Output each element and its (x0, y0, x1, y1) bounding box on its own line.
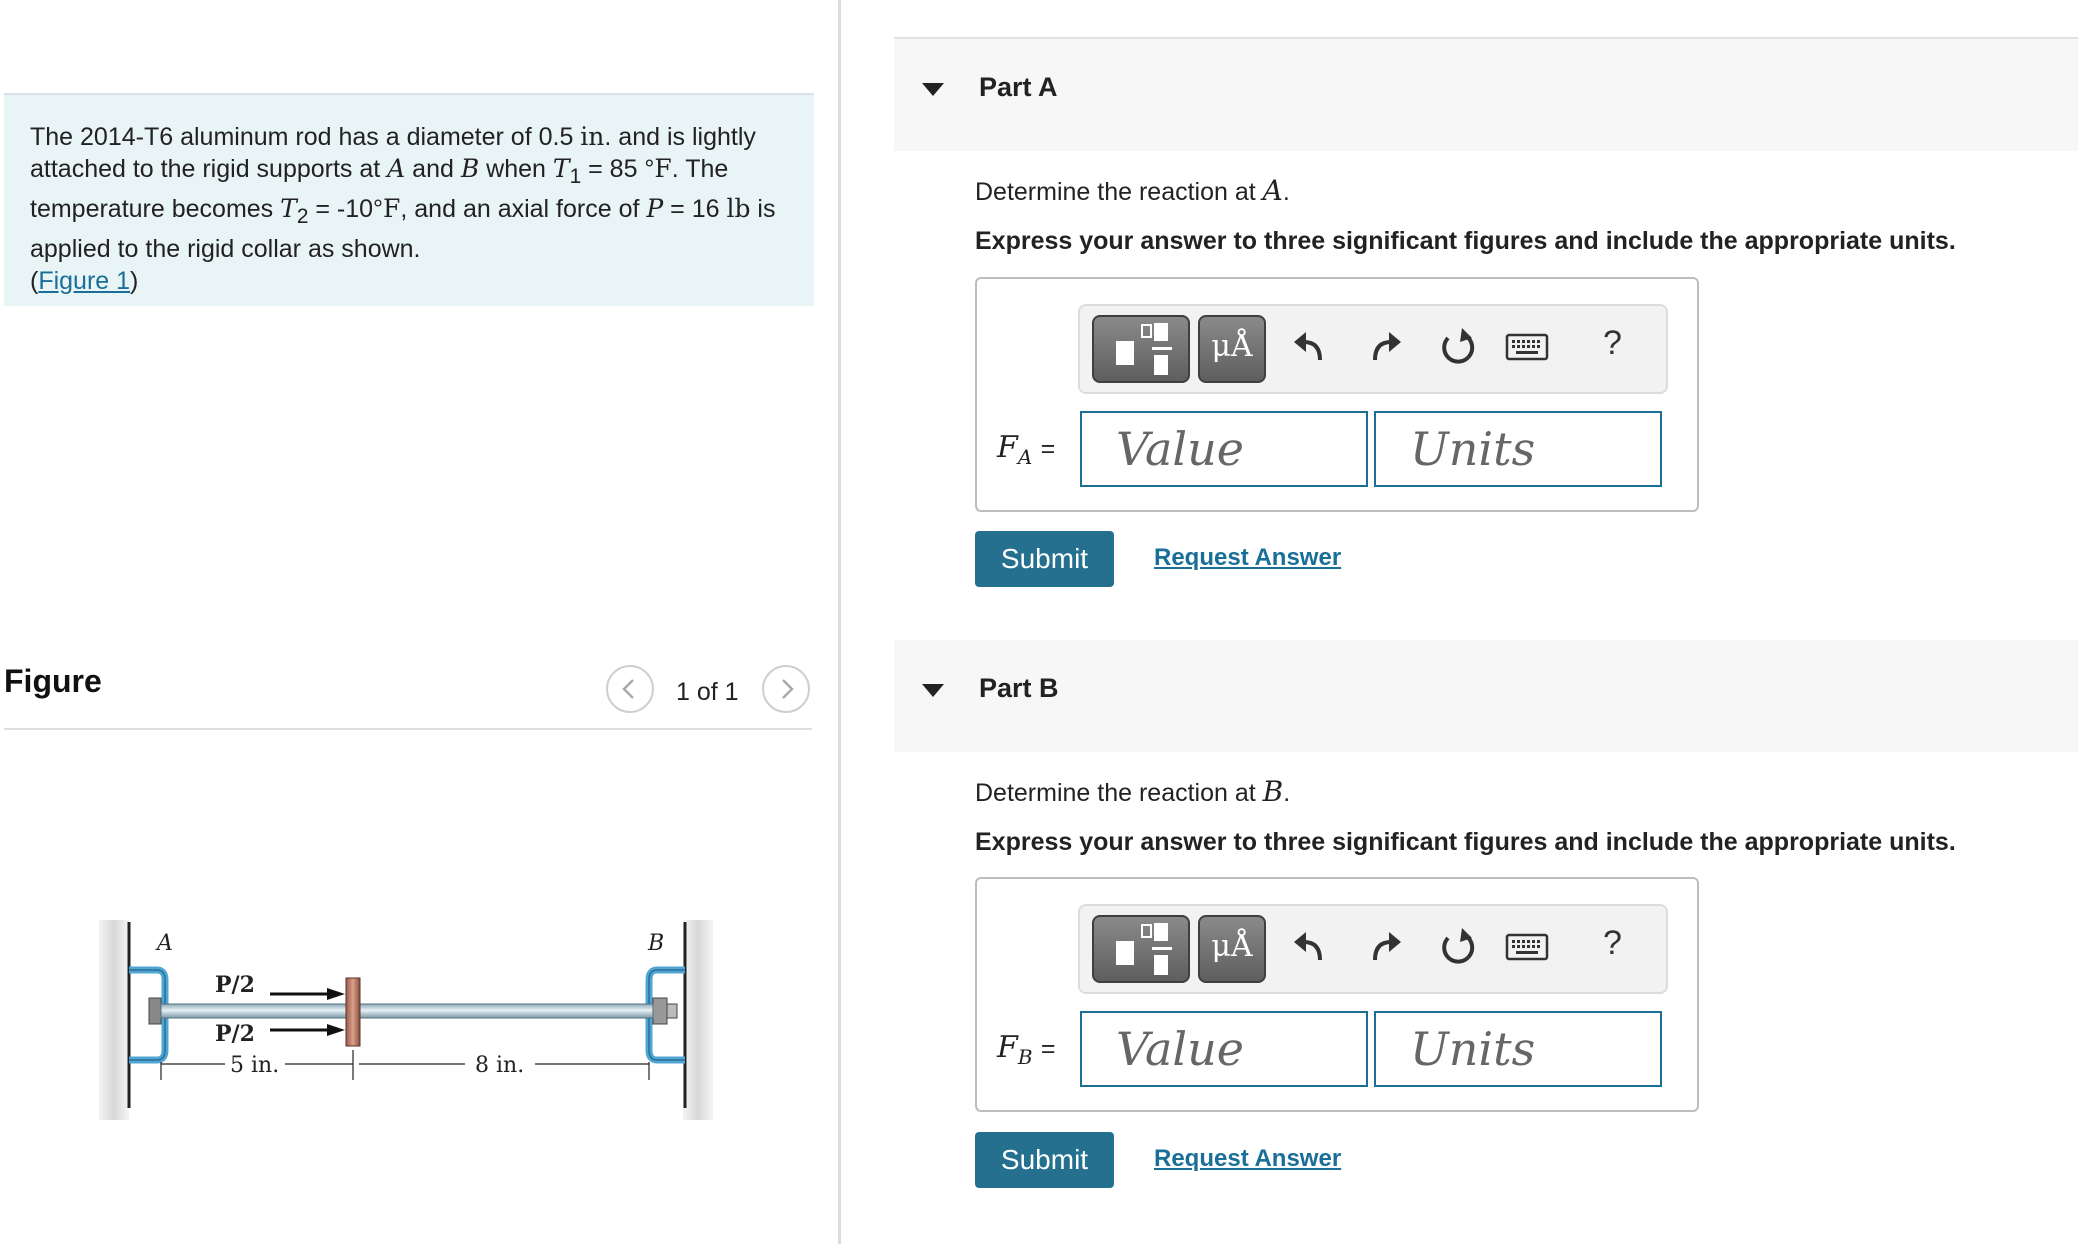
keyboard-icon[interactable] (1505, 332, 1549, 362)
redo-icon[interactable] (1365, 326, 1405, 370)
part-a-value-input[interactable]: Value (1080, 411, 1368, 487)
part-a-request-answer-link[interactable]: Request Answer (1154, 544, 1342, 571)
figure-link[interactable]: Figure 1 (38, 267, 131, 295)
undo-icon[interactable] (1290, 326, 1330, 370)
collapse-icon[interactable] (922, 684, 944, 697)
chevron-right-icon (764, 667, 808, 711)
part-b-submit-button[interactable]: Submit (975, 1132, 1114, 1188)
collapse-icon[interactable] (922, 83, 944, 96)
left-wall (99, 920, 129, 1120)
rod (161, 1004, 653, 1018)
right-wall (683, 920, 713, 1120)
column-divider (838, 0, 841, 1244)
keyboard-icon[interactable] (1505, 932, 1549, 962)
units-button[interactable]: μÅ (1198, 915, 1266, 983)
part-b-instruction: Express your answer to three significant figures and include the appropriate units. (975, 828, 1956, 856)
help-button[interactable]: ? (1603, 924, 1622, 962)
figure-next-button[interactable] (762, 665, 810, 713)
figure-count: 1 of 1 (676, 678, 739, 706)
help-button[interactable]: ? (1603, 324, 1622, 362)
part-b-title: Part B (979, 673, 1059, 703)
chevron-left-icon (608, 667, 652, 711)
part-a-submit-button[interactable]: Submit (975, 531, 1114, 587)
units-button[interactable]: μÅ (1198, 315, 1266, 383)
undo-icon[interactable] (1290, 926, 1330, 970)
part-b-request-answer-link[interactable]: Request Answer (1154, 1145, 1342, 1172)
math-toolbar (1078, 904, 1668, 994)
part-a-variable-label: $F_A$ = (997, 430, 1056, 469)
problem-statement: The 2014-T6 aluminum rod has a diameter of 0.5 in. and is lightly attached to the rigid supports at A and B when $T_1 = 85$ °F. The temperature becomes $T_2 = -10^\circ F$, and an axial force of P = 16 lb is applied to the rigid collar as shown. (Figure 1) (4, 93, 814, 306)
part-a-answer-box (975, 277, 1699, 512)
part-a-header[interactable] (894, 39, 2078, 151)
dim-left: 5 in. (230, 1053, 280, 1078)
template-button[interactable] (1092, 315, 1190, 383)
part-b-units-input[interactable]: Units (1374, 1011, 1662, 1087)
redo-icon[interactable] (1365, 926, 1405, 970)
dim-right: 8 in. (475, 1053, 525, 1078)
part-b-value-input[interactable]: Value (1080, 1011, 1368, 1087)
part-b-variable-label: $F_B$ = (997, 1030, 1056, 1069)
figure-prev-button[interactable] (606, 665, 654, 713)
fraction-template-icon (1094, 317, 1188, 381)
fraction-template-icon (1094, 917, 1188, 981)
collar (346, 978, 360, 1046)
label-B: B (648, 931, 665, 956)
figure-divider (4, 728, 812, 730)
part-a-title: Part A (979, 72, 1058, 102)
problem-text: The 2014-T6 aluminum rod has a diameter of 0.5 in. and is lightly attached to the rigid supports at A and B when $T_1 = 85$ °F. The temperature becomes $T_2 = -10^\circ F$, and an axial force of P = 16 lb is applied to the rigid collar as shown. (30, 122, 776, 263)
part-a-units-input[interactable]: Units (1374, 411, 1662, 487)
figure-title: Figure (4, 663, 102, 699)
reset-icon[interactable] (1436, 326, 1480, 370)
part-b-answer-box (975, 877, 1699, 1112)
rod-figure (95, 910, 735, 1140)
part-a-instruction: Express your answer to three significant figures and include the appropriate units. (975, 227, 1956, 255)
part-b-question: Determine the reaction at B. (975, 775, 1291, 808)
math-toolbar (1078, 304, 1668, 394)
reset-icon[interactable] (1436, 926, 1480, 970)
template-button[interactable] (1092, 915, 1190, 983)
part-b-header[interactable] (894, 640, 2078, 752)
label-p-bottom: P/2 (215, 1021, 255, 1047)
label-A: A (157, 931, 173, 956)
label-p-top: P/2 (215, 972, 255, 998)
part-a-question: Determine the reaction at A. (975, 174, 1290, 207)
